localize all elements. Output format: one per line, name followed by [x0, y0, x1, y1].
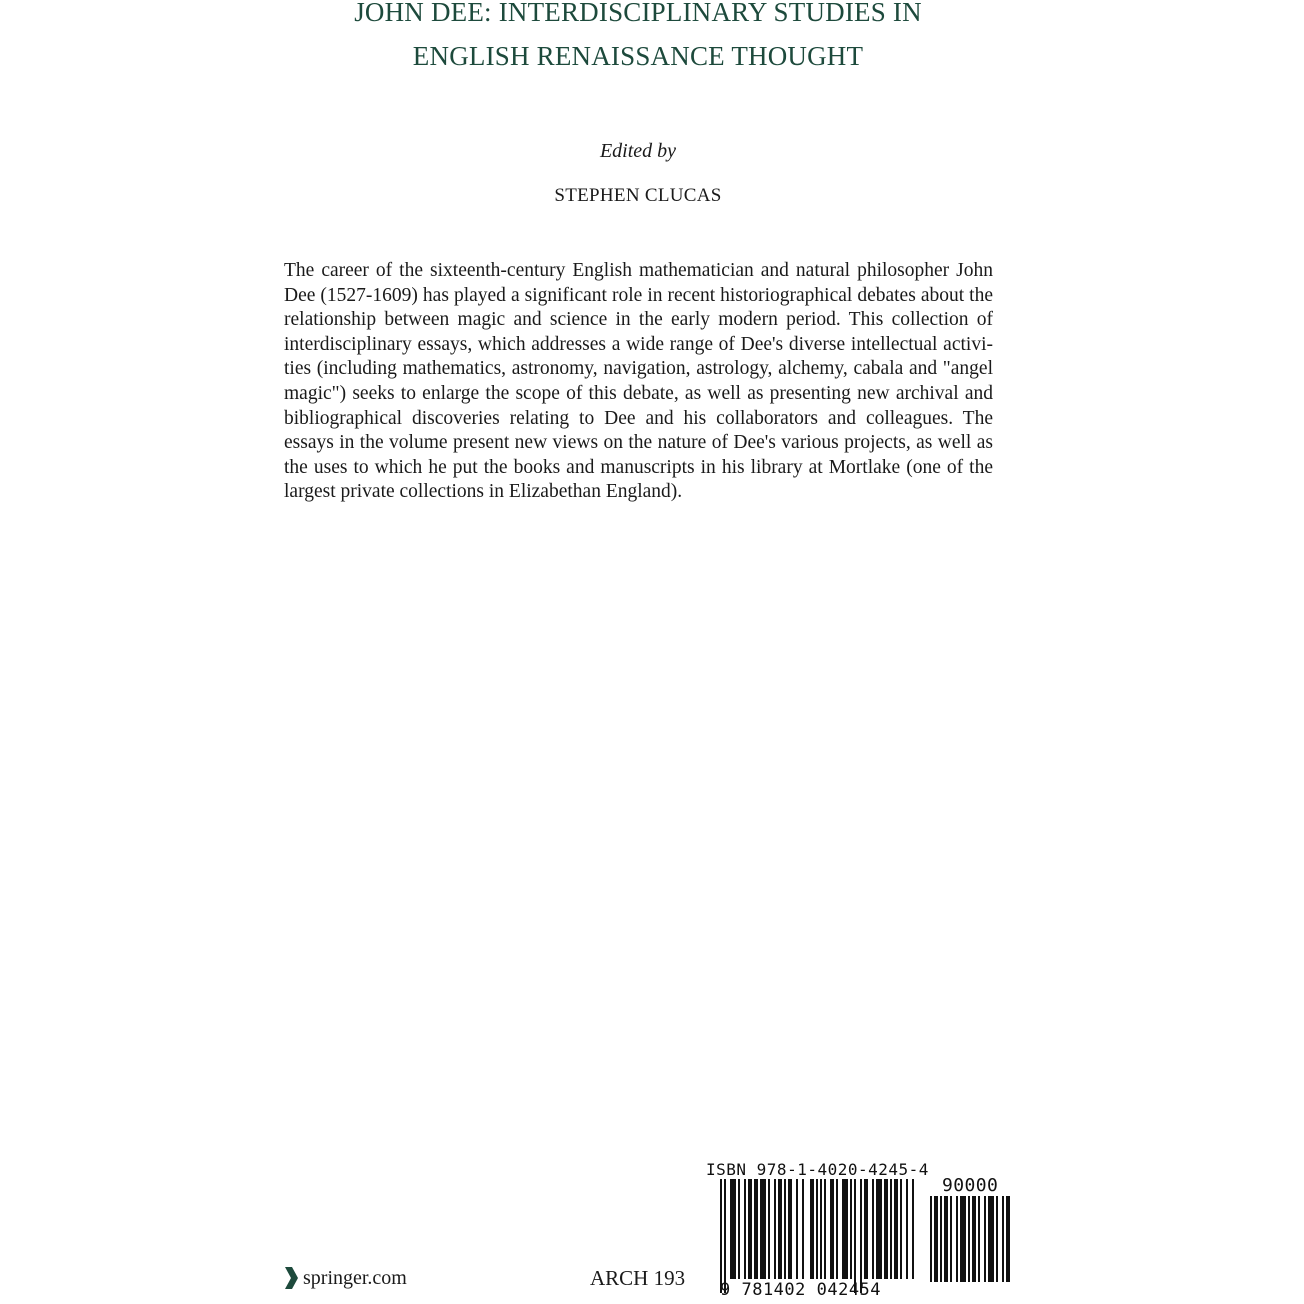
description-blurb	[284, 259, 993, 505]
blurb-line: bibliographical discoveries relating to Dee and his collaborators and colleagues. The	[284, 407, 993, 429]
editor-name: STEPHEN CLUCAS	[554, 185, 722, 206]
barcode-bar	[988, 1196, 994, 1282]
barcode-bar	[830, 1179, 834, 1279]
barcode-bar	[894, 1179, 898, 1279]
barcode-bar	[778, 1179, 782, 1279]
blurb-line: The career of the sixteenth-century English mathematician and natural philosopher John	[284, 260, 993, 281]
barcode-bar	[850, 1179, 852, 1279]
barcode-bar	[1006, 1196, 1010, 1282]
edited-by-label: Edited by	[599, 140, 677, 162]
title-line-2: ENGLISH RENAISSANCE THOUGHT	[412, 41, 864, 71]
barcode-bar	[760, 1179, 766, 1279]
barcode-bar	[872, 1179, 874, 1279]
barcode-bar	[890, 1179, 892, 1279]
isbn-label: ISBN 978-1-4020-4245-4	[706, 1160, 929, 1179]
barcode-bar	[912, 1179, 914, 1279]
barcode-bar	[820, 1179, 822, 1279]
addon-digits: 90000	[942, 1175, 999, 1196]
barcode-bar	[724, 1179, 726, 1293]
barcode-bar	[754, 1179, 758, 1279]
barcode-bar	[774, 1179, 776, 1279]
barcode-bar	[810, 1179, 814, 1279]
isbn-barcode	[720, 1179, 916, 1293]
barcode-bar	[788, 1179, 792, 1279]
barcode-bar	[864, 1179, 868, 1279]
barcode-bar	[802, 1179, 804, 1279]
barcode-bar	[748, 1179, 752, 1279]
barcode-bar	[940, 1196, 942, 1282]
blurb-line: relationship between magic and science in the early modern period. This collection of	[284, 309, 993, 331]
barcode-bar	[960, 1196, 966, 1282]
barcode-bar	[784, 1179, 786, 1279]
blurb-line: the uses to which he put the books and manuscripts in his library at Mortlake (one of the	[284, 456, 993, 478]
blurb-line: magic") seeks to enlarge the scope of this debate, as well as presenting new archival and	[284, 382, 993, 404]
title-line-1: JOHN DEE: INTERDISCIPLINARY STUDIES IN	[354, 0, 922, 27]
barcode-bar	[906, 1179, 908, 1279]
blurb-line: largest private collections in Elizabethan England).	[284, 481, 683, 503]
barcode-bar	[738, 1179, 740, 1279]
barcode-bar	[950, 1196, 952, 1282]
barcode-bar	[978, 1196, 980, 1282]
barcode-bar	[720, 1179, 722, 1293]
barcode-bar	[972, 1196, 976, 1282]
barcode-bar	[900, 1179, 902, 1279]
barcode-digits: 9 781402 042454	[720, 1280, 882, 1300]
blurb-line: ties (including mathematics, astronomy, navigation, astrology, alchemy, cabala and "angel	[284, 358, 993, 380]
barcode-bar	[854, 1179, 856, 1293]
barcode-bar	[956, 1196, 958, 1282]
barcode-bar	[824, 1179, 826, 1279]
barcode-bar	[968, 1196, 970, 1282]
blurb-line: Dee (1527-1609) has played a significant role in recent historiographical debates about the	[284, 284, 993, 306]
barcode-bar	[860, 1179, 862, 1293]
barcode-bar	[730, 1179, 736, 1279]
book-title	[0, 0, 1276, 78]
price-addon-barcode	[930, 1196, 1018, 1282]
barcode-bar	[944, 1196, 948, 1282]
chevron-right-icon	[284, 1266, 298, 1290]
barcode-bar	[930, 1196, 932, 1282]
barcode-bar	[744, 1179, 746, 1279]
series-code: ARCH 193	[590, 1266, 686, 1290]
barcode-bar	[836, 1179, 838, 1279]
publisher-url: springer.com	[303, 1266, 407, 1289]
barcode-bar	[1002, 1196, 1004, 1282]
barcode-bar	[884, 1179, 888, 1279]
barcode-bar	[996, 1196, 998, 1282]
springer-logo	[284, 1266, 407, 1290]
barcode-bar	[796, 1179, 798, 1279]
blurb-line: interdisciplinary essays, which addresses a wide range of Dee's diverse intellectual activi-	[284, 333, 993, 355]
blurb-line: essays in the volume present new views on the nature of Dee's various projects, as well as	[284, 432, 993, 454]
barcode-bar	[876, 1179, 882, 1279]
barcode-bar	[768, 1179, 770, 1279]
barcode-bar	[816, 1179, 818, 1279]
barcode-bar	[842, 1179, 848, 1279]
barcode-bar	[984, 1196, 986, 1282]
barcode-bar	[934, 1196, 938, 1282]
